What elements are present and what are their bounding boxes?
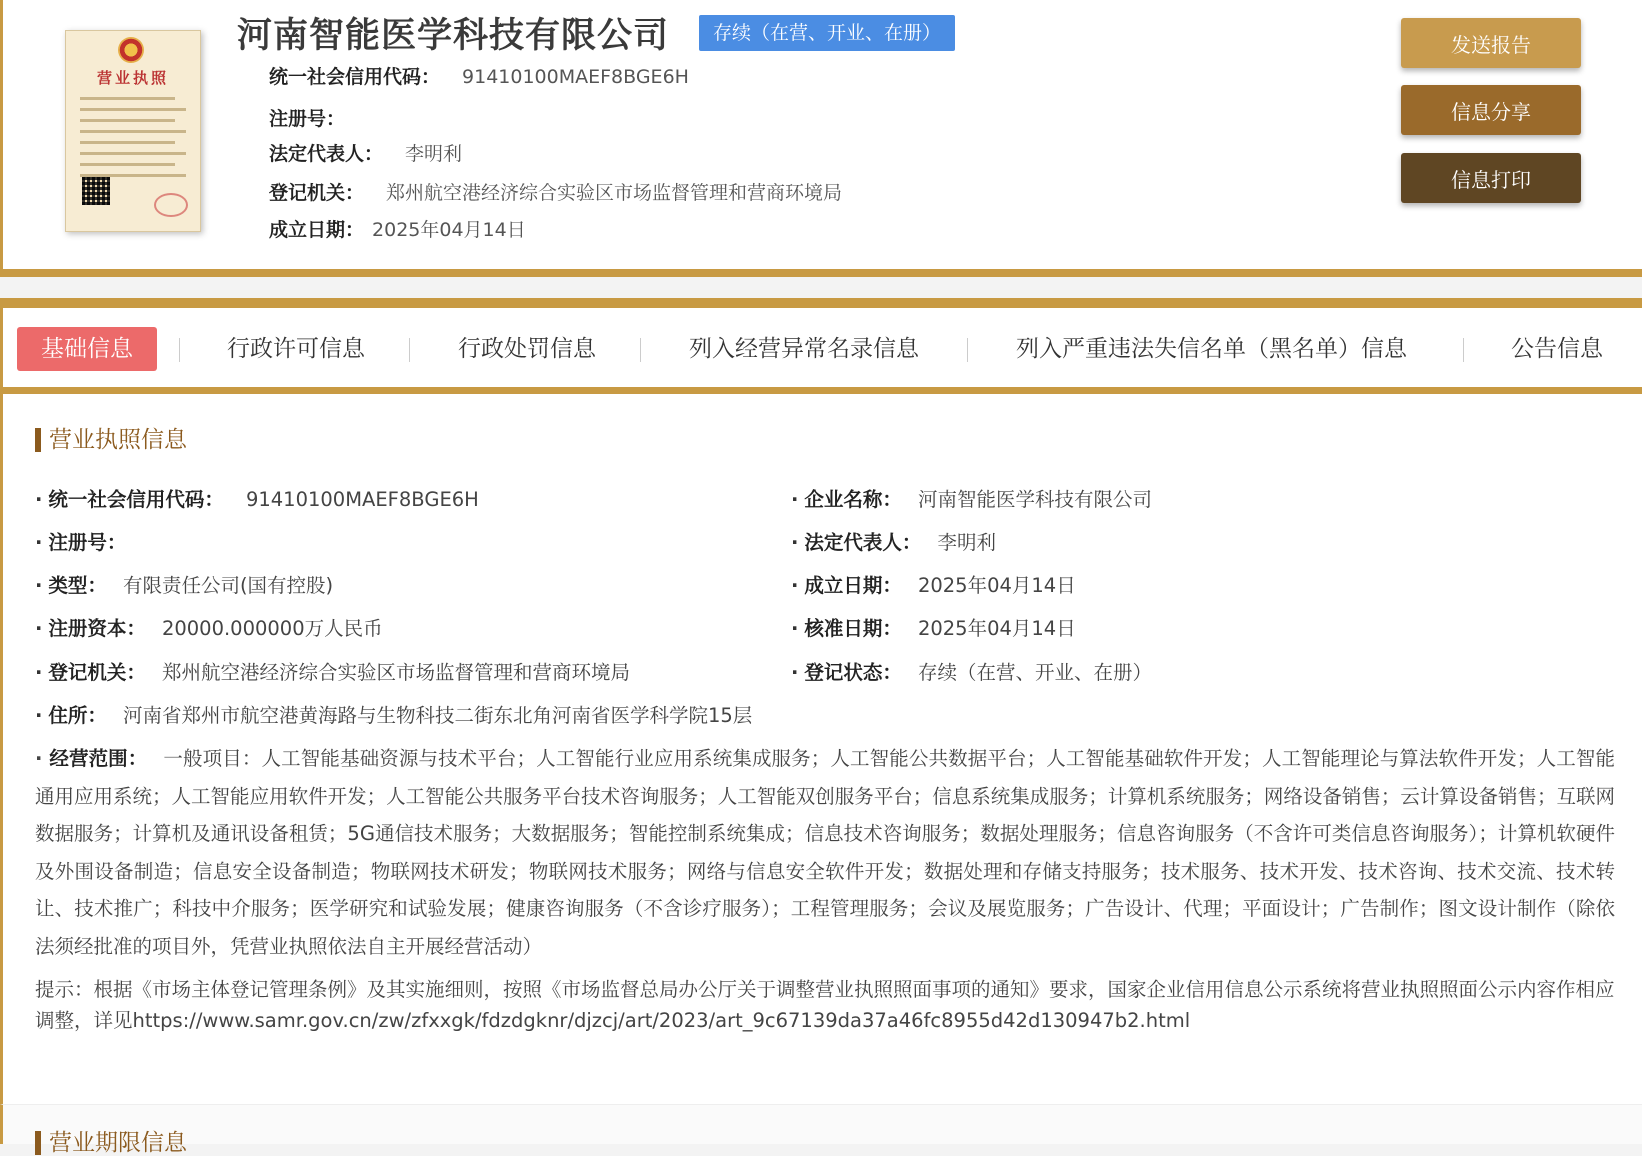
field-founded-date: · 成立日期： 2025年04月14日	[791, 574, 1076, 597]
tab-blacklist[interactable]: 列入严重违法失信名单（黑名单）信息	[1016, 336, 1407, 362]
field-business-scope: · 经营范围： 一般项目：人工智能基础资源与技术平台；人工智能行业应用系统集成服务；人工智能公共数据平台；人工智能基础软件开发；人工智能理论与算法软件开发；人工智能通用应用系统；人工智能应用软件开发；人工智能公共服务平台技术咨询服务；人工智能双创服务平台；信息系统集成服务；计算机系统服务；网络设备销售；云计算设备销售；互联网数据服务；计算机及通讯设备租赁；5G通信技术服务；大数据服务；智能控制系统集成；信息技术咨询服务；数据处理服务；信息咨询服务（不含许可类信息咨询服务）；计算机软硬件及外围设备制造；信息安全设备制造；物联网技术研发；物联网技术服务；网络与信息安全软件开发；数据处理和存储支持服务；技术服务、技术开发、技术咨询、技术交流、技术转让、技术推广；科技中介服务；医学研究和试验发展；健康咨询服务（不含诊疗服务）；工程管理服务；会议及展览服务；广告设计、代理；平面设计；广告制作；图文设计制作（除依法须经批准的项目外，凭营业执照依法自主开展经营活动）	[35, 747, 1615, 958]
company-header	[0, 0, 1642, 277]
header-reg-number: 注册号：	[269, 108, 346, 130]
field-type: · 类型： 有限责任公司(国有控股)	[35, 574, 334, 597]
field-credit-code: · 统一社会信用代码： 91410100MAEF8BGE6H	[35, 488, 479, 511]
send-report-button[interactable]: 发送报告	[1401, 18, 1581, 68]
notice-tip: 提示：根据《市场主体登记管理条例》及其实施细则，按照《市场监督总局办公厅关于调整营业执照照面事项的通知》要求，国家企业信用信息公示系统将营业执照照面公示内容作相应调整，详见https://www.samr.gov.cn/zw/zfxxgk/fdzdgknr/djzcj/art/2023/art_9c67139da37a46fc8955d42d130947b2.html	[35, 978, 1615, 1032]
field-reg-authority: · 登记机关： 郑州航空港经济综合实验区市场监督管理和营商环境局	[35, 661, 630, 684]
header-legal-rep: 法定代表人： 李明利	[269, 143, 463, 165]
tab-admin-license[interactable]: 行政许可信息	[227, 336, 365, 362]
national-emblem-icon	[118, 37, 144, 63]
field-reg-number: · 注册号：	[35, 531, 127, 554]
section-title: 营业执照信息	[35, 428, 187, 452]
share-info-button[interactable]: 信息分享	[1401, 85, 1581, 135]
field-company-name: · 企业名称： 河南智能医学科技有限公司	[791, 488, 1152, 511]
header-reg-authority: 登记机关： 郑州航空港经济综合实验区市场监督管理和营商环境局	[269, 182, 843, 204]
qr-code-icon	[82, 177, 110, 205]
field-legal-rep: · 法定代表人： 李明利	[791, 531, 996, 554]
tab-bar	[0, 298, 1642, 394]
print-info-button[interactable]: 信息打印	[1401, 153, 1581, 203]
next-section-panel	[0, 1104, 1642, 1156]
next-section-title: 营业期限信息	[35, 1131, 187, 1155]
license-image-title: 营业执照	[96, 69, 169, 87]
business-license-image[interactable]	[65, 30, 201, 232]
company-name: 河南智能医学科技有限公司	[237, 16, 670, 56]
tab-basic-info[interactable]: 基础信息	[17, 327, 157, 371]
field-address: · 住所： 河南省郑州市航空港黄海路与生物科技二街东北角河南省医学科学院15层	[35, 704, 753, 727]
tab-abnormal-list[interactable]: 列入经营异常名录信息	[689, 336, 919, 362]
status-badge: 存续（在营、开业、在册）	[699, 15, 955, 51]
tab-announcements[interactable]: 公告信息	[1511, 336, 1603, 362]
tab-admin-penalty[interactable]: 行政处罚信息	[458, 336, 596, 362]
license-info-panel	[0, 394, 1642, 1104]
official-stamp-icon	[154, 193, 188, 217]
header-credit-code: 统一社会信用代码： 91410100MAEF8BGE6H	[269, 66, 689, 88]
field-reg-status: · 登记状态： 存续（在营、开业、在册）	[791, 661, 1152, 684]
field-approval-date: · 核准日期： 2025年04月14日	[791, 617, 1076, 640]
field-reg-capital: · 注册资本： 20000.000000万人民币	[35, 617, 383, 640]
header-founded-date: 成立日期： 2025年04月14日	[269, 219, 526, 241]
